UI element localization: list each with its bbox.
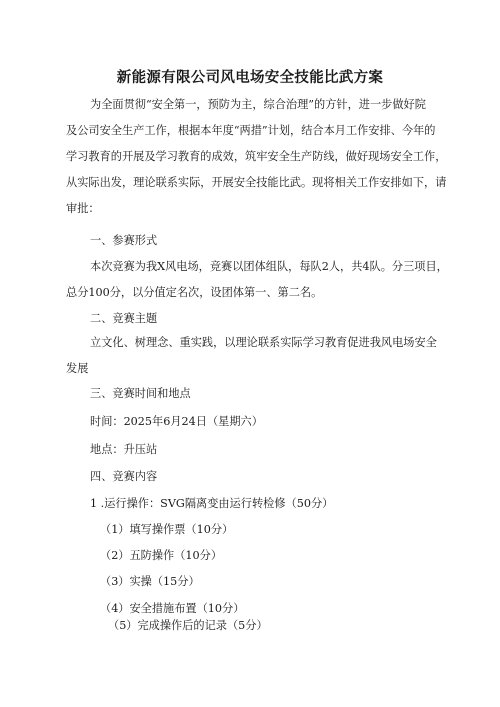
intro-paragraph (66, 92, 447, 222)
document-title: 新能源有限公司风电场安全技能比武方案 (116, 70, 384, 86)
intro-line: 及公司安全生产工作，根据本年度“两措”计划，结合本月工作安排、今年的 (66, 124, 436, 137)
paragraph-line: 发展 (66, 362, 89, 375)
section-heading-content: 四、竞赛内容 (90, 470, 158, 483)
content-item-1: 1 .运行操作：SVG隔离变由运行转检修（50分） (90, 497, 334, 510)
sub-item: （4）安全措施布置（10分） (100, 602, 245, 615)
intro-line: 为全面贯彻“安全第一，预防为主，综合治理”的方针，进一步做好院 (90, 98, 426, 111)
intro-line: 学习教育的开展及学习教育的成效，筑牢安全生产防线，做好现场安全工作， (66, 150, 447, 163)
intro-line: 审批： (66, 202, 100, 215)
section-format-paragraph (66, 254, 448, 306)
sub-item: （3）实操（15分） (100, 575, 200, 588)
section-heading-format: 一、参赛形式 (90, 234, 158, 247)
intro-line: 从实际出发，理论联系实际，开展安全技能比武。现将相关工作安排如下，请 (66, 176, 447, 189)
competition-place: 地点：升压站 (90, 443, 158, 456)
section-theme-paragraph (66, 330, 440, 382)
sub-item: （1）填写操作票（10分） (100, 523, 234, 536)
sub-item: （5）完成操作后的记录（5分） (108, 619, 268, 632)
paragraph-line: 本次竞赛为我X风电场，竞赛以团体组队，每队2人，共4队。分三项目， (90, 260, 448, 273)
section-heading-theme: 二、竞赛主题 (90, 312, 158, 325)
paragraph-line: 立文化、树理念、重实践，以理论联系实际学习教育促进我风电场安全 (90, 336, 437, 349)
section-heading-time-place: 三、竞赛时间和地点 (90, 387, 191, 400)
paragraph-line: 总分100分，以分值定名次，设团体第一、第二名。 (66, 286, 323, 299)
competition-time: 时间：2025年6月24日（星期六） (90, 415, 263, 428)
sub-item: （2）五防操作（10分） (100, 549, 223, 562)
